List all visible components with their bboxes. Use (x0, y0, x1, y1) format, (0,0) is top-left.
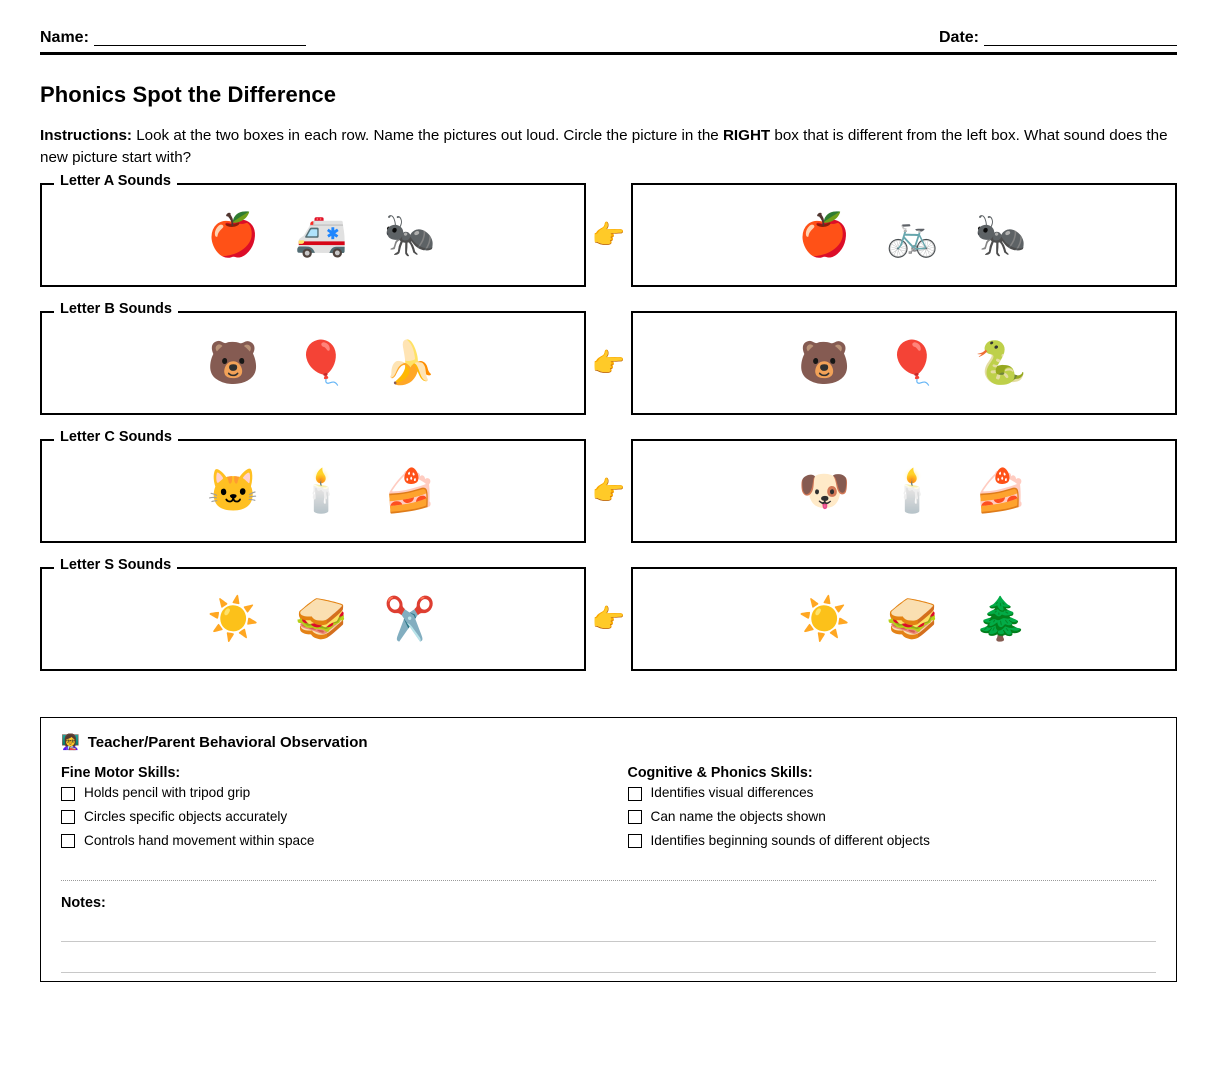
observation-section (40, 717, 1177, 982)
pointing-right-icon: 👉 (591, 347, 626, 378)
name-field-group (40, 30, 306, 46)
observation-divider (61, 880, 1156, 881)
right-emoji-group (798, 595, 1027, 643)
ambulance-emoji: 🚑 (295, 211, 348, 259)
checklist-item[interactable] (628, 810, 1157, 825)
exercise-row (40, 557, 1177, 671)
checkbox-icon[interactable] (628, 787, 642, 801)
checkbox-icon[interactable] (61, 834, 75, 848)
exercise-row (40, 429, 1177, 543)
sandwich-emoji[interactable]: 🥪 (886, 595, 939, 643)
left-picture-box (40, 429, 586, 543)
observation-columns (61, 765, 1156, 858)
checkbox-icon[interactable] (628, 810, 642, 824)
pointing-right-icon: 👉 (591, 603, 626, 634)
checklist-item[interactable] (61, 786, 609, 801)
pointing-right-icon: 👉 (591, 219, 626, 250)
checkbox-icon[interactable] (61, 787, 75, 801)
row-legend: Letter A Sounds (54, 174, 177, 189)
right-picture-box[interactable] (631, 311, 1177, 415)
right-emoji-group (798, 339, 1027, 387)
right-emoji-group (798, 467, 1027, 515)
observation-title-row (61, 734, 1156, 751)
balloon-emoji[interactable]: 🎈 (886, 339, 939, 387)
bear-emoji[interactable]: 🐻 (798, 339, 851, 387)
checklist-item[interactable] (628, 834, 1157, 849)
row-legend: Letter C Sounds (54, 430, 178, 445)
apple-emoji[interactable]: 🍎 (798, 211, 851, 259)
checkbox-icon[interactable] (628, 834, 642, 848)
checklist-item-label: Holds pencil with tripod grip (84, 785, 251, 801)
instructions-emphasis: RIGHT (722, 127, 771, 144)
snake-emoji[interactable]: 🐍 (974, 339, 1027, 387)
apple-emoji: 🍎 (207, 211, 260, 259)
checklist-item-label: Identifies beginning sounds of different objects (650, 832, 930, 848)
left-emoji-group (207, 211, 436, 259)
cognitive-phonics-checklist (628, 786, 1157, 849)
fine-motor-checklist (61, 786, 609, 849)
name-input-line[interactable] (94, 33, 306, 46)
candle-emoji: 🕯️ (295, 467, 348, 515)
right-picture-box[interactable] (631, 439, 1177, 543)
checkbox-icon[interactable] (61, 810, 75, 824)
checklist-item-label: Identifies visual differences (650, 785, 814, 801)
ant-emoji: 🐜 (383, 211, 436, 259)
dog-emoji[interactable]: 🐶 (798, 467, 851, 515)
left-picture-box (40, 301, 586, 415)
sandwich-emoji: 🥪 (295, 595, 348, 643)
left-picture-box (40, 173, 586, 287)
right-picture-box[interactable] (631, 567, 1177, 671)
ant-emoji[interactable]: 🐜 (974, 211, 1027, 259)
candle-emoji[interactable]: 🕯️ (886, 467, 939, 515)
checklist-item-label: Can name the objects shown (650, 809, 826, 825)
date-label: Date: (938, 29, 979, 46)
instructions-text (40, 125, 1177, 169)
left-picture-box (40, 557, 586, 671)
exercise-row (40, 173, 1177, 287)
fine-motor-heading: Fine Motor Skills: (61, 765, 181, 782)
left-emoji-group (207, 339, 436, 387)
instructions-part1: Look at the two boxes in each row. Name the pictures out loud. Circle the picture in the (131, 127, 723, 144)
pointing-right-icon: 👉 (591, 475, 626, 506)
notes-line-2[interactable] (61, 972, 1156, 973)
balloon-emoji: 🎈 (295, 339, 348, 387)
fine-motor-column (61, 765, 609, 858)
cake-emoji[interactable]: 🍰 (974, 467, 1027, 515)
worksheet-header (40, 0, 1177, 55)
checklist-item[interactable] (61, 810, 609, 825)
sun-emoji[interactable]: ☀️ (798, 595, 851, 643)
row-legend: Letter S Sounds (54, 558, 177, 573)
exercise-row (40, 301, 1177, 415)
left-emoji-group (207, 595, 436, 643)
right-emoji-group (798, 211, 1027, 259)
exercise-rows (40, 173, 1177, 671)
cake-emoji: 🍰 (383, 467, 436, 515)
notes-label: Notes: (61, 894, 106, 911)
instructions-part2: box that is different from the left box. What sound does the new picture start with? (40, 127, 1168, 167)
row-legend: Letter B Sounds (54, 302, 178, 317)
banana-emoji: 🍌 (383, 339, 436, 387)
bear-emoji: 🐻 (207, 339, 260, 387)
notes-line-1[interactable] (61, 941, 1156, 942)
checklist-item-label: Controls hand movement within space (84, 832, 315, 848)
name-label: Name: (40, 29, 89, 46)
instructions-prefix: Instructions: (40, 127, 132, 144)
scissors-emoji: ✂️ (383, 595, 436, 643)
page-title: Phonics Spot the Difference (40, 82, 337, 107)
date-field-group (939, 30, 1177, 46)
teacher-icon: 👩‍🏫 (61, 734, 80, 752)
bicycle-emoji[interactable]: 🚲 (886, 211, 939, 259)
cognitive-phonics-column (609, 765, 1157, 858)
checklist-item-label: Circles specific objects accurately (84, 809, 288, 825)
date-input-line[interactable] (984, 33, 1177, 46)
checklist-item[interactable] (61, 834, 609, 849)
right-picture-box[interactable] (631, 183, 1177, 287)
observation-title: Teacher/Parent Behavioral Observation (87, 734, 368, 752)
sun-emoji: ☀️ (207, 595, 260, 643)
cat-emoji: 🐱 (207, 467, 260, 515)
cognitive-phonics-heading: Cognitive & Phonics Skills: (627, 765, 813, 782)
checklist-item[interactable] (628, 786, 1157, 801)
left-emoji-group (207, 467, 436, 515)
tree-emoji[interactable]: 🌲 (974, 595, 1027, 643)
